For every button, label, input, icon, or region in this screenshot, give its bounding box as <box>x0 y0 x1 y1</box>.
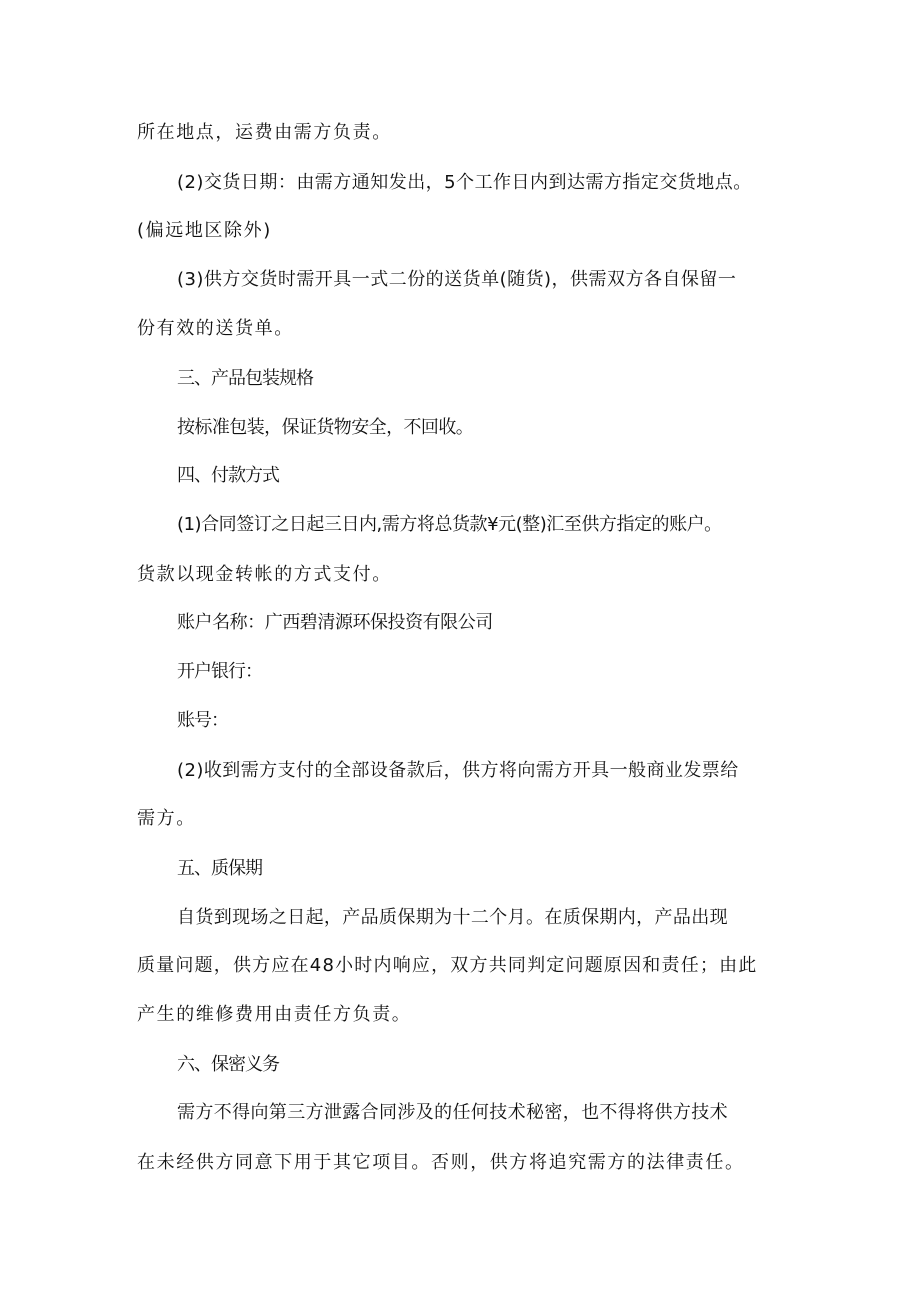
text-line: 所在地点，运费由需方负责。 <box>137 122 392 143</box>
text-line: 在未经供方同意下用于其它项目。否则，供方将追究需方的法律责任。 <box>137 1152 745 1173</box>
section-heading: 四、付款方式 <box>177 465 279 486</box>
section-heading: 六、保密义务 <box>177 1054 279 1075</box>
text-line: 自货到现场之日起，产品质保期为十二个月。在质保期内，产品出现 <box>177 907 728 928</box>
section-heading: 三、产品包装规格 <box>177 368 313 389</box>
account-name: 账户名称：广西碧清源环保投资有限公司 <box>177 612 493 633</box>
text-line: 份有效的送货单。 <box>137 318 294 339</box>
text-line: (1)合同签订之日起三日内,需方将总货款¥元(整)汇至供方指定的账户。 <box>177 514 722 535</box>
text-line: 需方不得向第三方泄露合同涉及的任何技术秘密，也不得将供方技术 <box>177 1102 728 1123</box>
text-line: (3)供方交货时需开具一式二份的送货单(随货)，供需双方各自保留一 <box>177 269 737 290</box>
text-line: (偏远地区除外) <box>137 220 272 241</box>
section-heading: 五、质保期 <box>177 858 262 879</box>
text-line: 按标准包装，保证货物安全，不回收。 <box>177 417 474 438</box>
text-line: 质量问题，供方应在48小时内响应，双方共同判定问题原因和责任；由此 <box>137 955 758 976</box>
text-line: (2)交货日期：由需方通知发出，5个工作日内到达需方指定交货地点。 <box>177 172 752 193</box>
text-line: 货款以现金转帐的方式支付。 <box>137 564 392 585</box>
bank-name: 开户银行： <box>177 661 262 682</box>
account-number: 账号： <box>177 710 228 731</box>
text-line: (2)收到需方支付的全部设备款后，供方将向需方开具一般商业发票给 <box>177 760 739 781</box>
text-line: 需方。 <box>137 808 196 829</box>
text-line: 产生的维修费用由责任方负责。 <box>137 1004 412 1025</box>
